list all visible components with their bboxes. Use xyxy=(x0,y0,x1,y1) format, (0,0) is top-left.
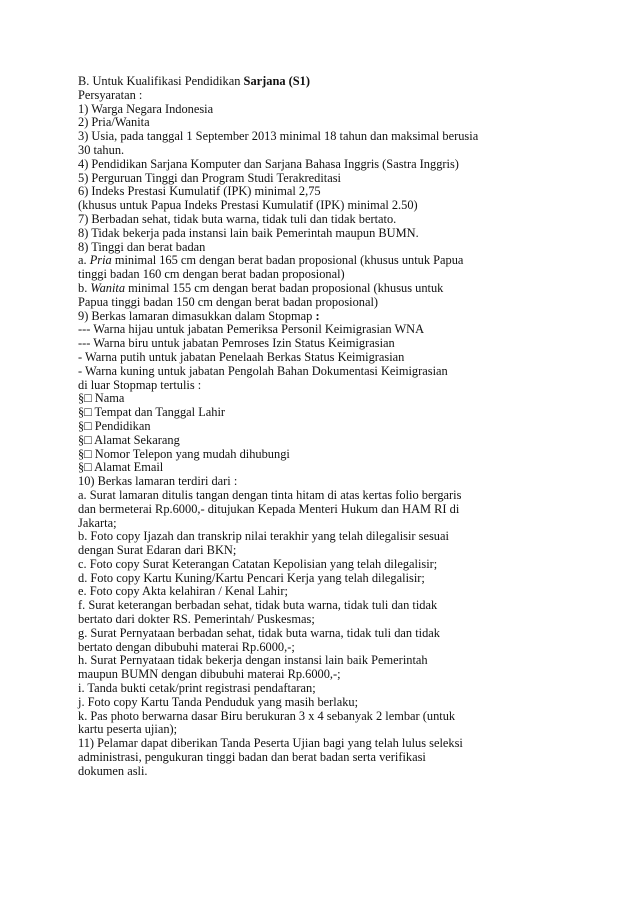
text-line: 11) Pelamar dapat diberikan Tanda Peserta Ujian bagi yang telah lulus seleksi xyxy=(78,736,463,751)
text-line: 3) Usia, pada tanggal 1 September 2013 minimal 18 tahun dan maksimal berusia xyxy=(78,129,479,144)
text-line: 1) Warga Negara Indonesia xyxy=(78,101,214,116)
text-line: maupun BUMN dengan dibubuhi materai Rp.6000,-; xyxy=(78,667,341,682)
text-line: 8) Tinggi dan berat badan xyxy=(78,239,206,254)
text-line: §□ Pendidikan xyxy=(78,418,151,433)
document-body xyxy=(78,75,578,779)
stopmap-colon: : xyxy=(315,308,320,323)
text-line: j. Foto copy Kartu Tanda Penduduk yang masih berlaku; xyxy=(78,694,359,709)
text-line: - Warna kuning untuk jabatan Pengolah Bahan Dokumentasi Keimigrasian xyxy=(78,363,448,378)
text-line: i. Tanda bukti cetak/print registrasi pendaftaran; xyxy=(78,681,316,696)
text-line: §□ Tempat dan Tanggal Lahir xyxy=(78,405,226,420)
text-line: 8) Tidak bekerja pada instansi lain baik Pemerintah maupun BUMN. xyxy=(78,225,419,240)
stopmap-line xyxy=(78,310,578,324)
text-line: a. Surat lamaran ditulis tangan dengan tinta hitam di atas kertas folio bergaris xyxy=(78,487,462,502)
pria-prefix: a. xyxy=(78,253,90,268)
text-line: bertato dari dokter RS. Pemerintah/ Puskesmas; xyxy=(78,612,315,627)
text-line: b. Foto copy Ijazah dan transkrip nilai terakhir yang telah dilegalisir sesuai xyxy=(78,529,449,544)
text-line: kartu peserta ujian); xyxy=(78,722,178,737)
height-item-pria xyxy=(78,254,578,268)
text-line: dengan Surat Edaran dari BKN; xyxy=(78,543,237,558)
wanita-rest: minimal 155 cm dengan berat badan proposional (khusus untuk xyxy=(125,280,444,295)
text-line: - Warna putih untuk jabatan Penelaah Berkas Status Keimigrasian xyxy=(78,349,405,364)
requirements-list xyxy=(78,89,578,255)
text-line: 7) Berbadan sehat, tidak buta warna, tidak tuli dan tidak bertato. xyxy=(78,211,397,226)
text-line: §□ Alamat Sekarang xyxy=(78,432,180,447)
stopmap-text: 9) Berkas lamaran dimasukkan dalam Stopmap xyxy=(78,308,316,323)
text-line: 5) Perguruan Tinggi dan Program Studi Terakreditasi xyxy=(78,170,341,185)
heading-prefix: B. Untuk Kualifikasi Pendidikan xyxy=(78,74,244,88)
height-item-pria-cont: tinggi badan 160 cm dengan berat badan proposional) xyxy=(78,267,345,282)
text-line: Jakarta; xyxy=(78,515,117,530)
text-line: 2) Pria/Wanita xyxy=(78,115,150,130)
text-line: f. Surat keterangan berbadan sehat, tidak buta warna, tidak tuli dan tidak xyxy=(78,598,438,613)
text-line: di luar Stopmap tertulis : xyxy=(78,377,202,392)
text-line: §□ Nama xyxy=(78,391,125,406)
text-line: administrasi, pengukuran tinggi badan dan berat badan serta verifikasi xyxy=(78,750,426,765)
text-line: bertato dengan dibubuhi materai Rp.6000,-; xyxy=(78,639,295,654)
text-line: d. Foto copy Kartu Kuning/Kartu Pencari Kerja yang telah dilegalisir; xyxy=(78,570,425,585)
text-line: 30 tahun. xyxy=(78,142,125,157)
pria-rest: minimal 165 cm dengan berat badan proposional (khusus untuk Papua xyxy=(111,253,464,268)
text-line: 10) Berkas lamaran terdiri dari : xyxy=(78,474,238,489)
section-heading xyxy=(78,75,578,89)
text-line: e. Foto copy Akta kelahiran / Kenal Lahir; xyxy=(78,584,288,599)
height-item-wanita-cont: Papua tinggi badan 150 cm dengan berat badan proposional) xyxy=(78,294,379,309)
pria-italic: Pria xyxy=(89,253,112,268)
text-line: g. Surat Pernyataan berbadan sehat, tidak buta warna, tidak tuli dan tidak xyxy=(78,625,440,640)
text-line: 4) Pendidikan Sarjana Komputer dan Sarjana Bahasa Inggris (Sastra Inggris) xyxy=(78,156,459,171)
text-line: 6) Indeks Prestasi Kumulatif (IPK) minimal 2,75 xyxy=(78,184,321,199)
text-line: Persyaratan : xyxy=(78,87,143,102)
text-line: dokumen asli. xyxy=(78,763,148,778)
text-line: --- Warna hijau untuk jabatan Pemeriksa Personil Keimigrasian WNA xyxy=(78,322,425,337)
text-line: c. Foto copy Surat Keterangan Catatan Kepolisian yang telah dilegalisir; xyxy=(78,556,438,571)
text-line: §□ Nomor Telepon yang mudah dihubungi xyxy=(78,446,290,461)
text-line: k. Pas photo berwarna dasar Biru berukuran 3 x 4 sebanyak 2 lembar (untuk xyxy=(78,708,456,723)
wanita-prefix: b. xyxy=(78,280,91,295)
text-line: (khusus untuk Papua Indeks Prestasi Kumulatif (IPK) minimal 2.50) xyxy=(78,198,418,213)
text-line: --- Warna biru untuk jabatan Pemroses Izin Status Keimigrasian xyxy=(78,336,395,351)
text-line: h. Surat Pernyataan tidak bekerja dengan instansi lain baik Pemerintah xyxy=(78,653,428,668)
wanita-italic: Wanita xyxy=(90,280,126,295)
text-line: dan bermeterai Rp.6000,- ditujukan Kepada Menteri Hukum dan HAM RI di xyxy=(78,501,460,516)
text-line: §□ Alamat Email xyxy=(78,460,164,475)
height-item-wanita xyxy=(78,282,578,296)
documents-list xyxy=(78,323,578,778)
heading-bold: Sarjana (S1) xyxy=(243,74,310,88)
